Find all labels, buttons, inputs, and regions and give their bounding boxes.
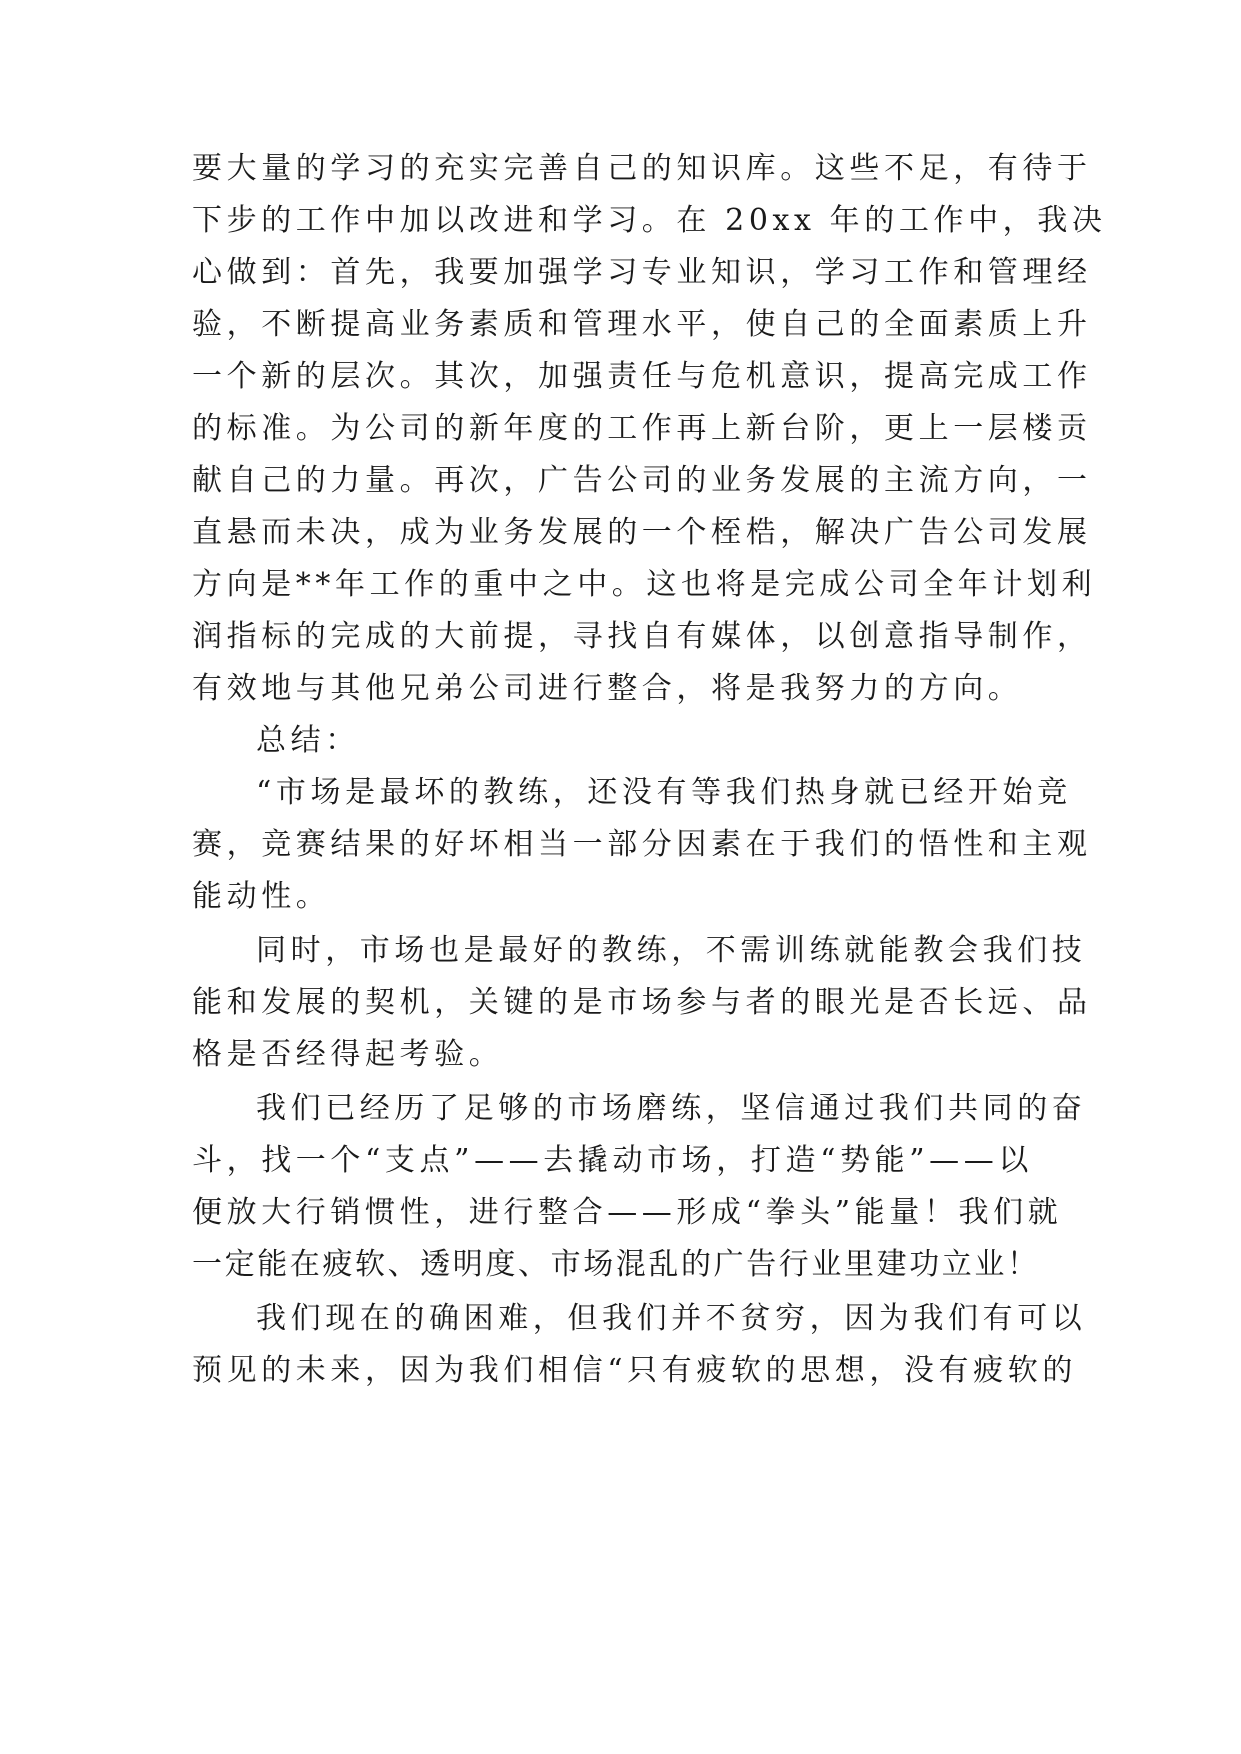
text-line: 要大量的学习的充实完善自己的知识库。这些不足，有待于: [192, 151, 1092, 186]
text-line: 预见的未来，因为我们相信“只有疲软的思想，没有疲软的: [192, 1353, 1077, 1388]
text-line: 格是否经得起考验。: [192, 1037, 504, 1072]
text-line: 直悬而未决，成为业务发展的一个桎梏，解决广告公司发展: [192, 515, 1092, 550]
paragraph-start: “市场是最坏的教练，还没有等我们热身就已经开始竞: [256, 775, 1072, 810]
text-line: 心做到：首先，我要加强学习专业知识，学习工作和管理经: [192, 255, 1092, 290]
text-line: 下步的工作中加以改进和学习。在 20xx 年的工作中，我决: [192, 203, 1107, 238]
section-heading: 总结：: [256, 723, 360, 758]
paragraph-start: 我们现在的确困难，但我们并不贫穷，因为我们有可以: [256, 1301, 1087, 1336]
text-line: 方向是**年工作的重中之中。这也将是完成公司全年计划利: [192, 567, 1097, 602]
text-line: 能动性。: [192, 879, 331, 914]
text-line: 一个新的层次。其次，加强责任与危机意识，提高完成工作: [192, 359, 1092, 394]
paragraph-start: 我们已经历了足够的市场磨练，坚信通过我们共同的奋: [256, 1091, 1087, 1126]
text-line: 斗，找一个“支点”——去撬动市场，打造“势能”——以: [192, 1143, 1033, 1178]
paragraph-start: 同时，市场也是最好的教练，不需训练就能教会我们技: [256, 933, 1087, 968]
text-line: 献自己的力量。再次，广告公司的业务发展的主流方向，一: [192, 463, 1092, 498]
text-line: 便放大行销惯性，进行整合——形成“拳头”能量！我们就: [192, 1195, 1063, 1230]
text-line: 能和发展的契机，关键的是市场参与者的眼光是否长远、品: [192, 985, 1092, 1020]
text-line: 润指标的完成的大前提，寻找自有媒体，以创意指导制作，: [192, 619, 1092, 654]
text-line: 有效地与其他兄弟公司进行整合，将是我努力的方向。: [192, 671, 1023, 706]
text-line: 的标准。为公司的新年度的工作再上新台阶，更上一层楼贡: [192, 411, 1092, 446]
text-line: 赛，竞赛结果的好坏相当一部分因素在于我们的悟性和主观: [192, 827, 1092, 862]
text-line: 验，不断提高业务素质和管理水平，使自己的全面素质上升: [192, 307, 1092, 342]
text-line: 一定能在疲软、透明度、市场混乱的广告行业里建功立业！: [192, 1247, 1040, 1282]
